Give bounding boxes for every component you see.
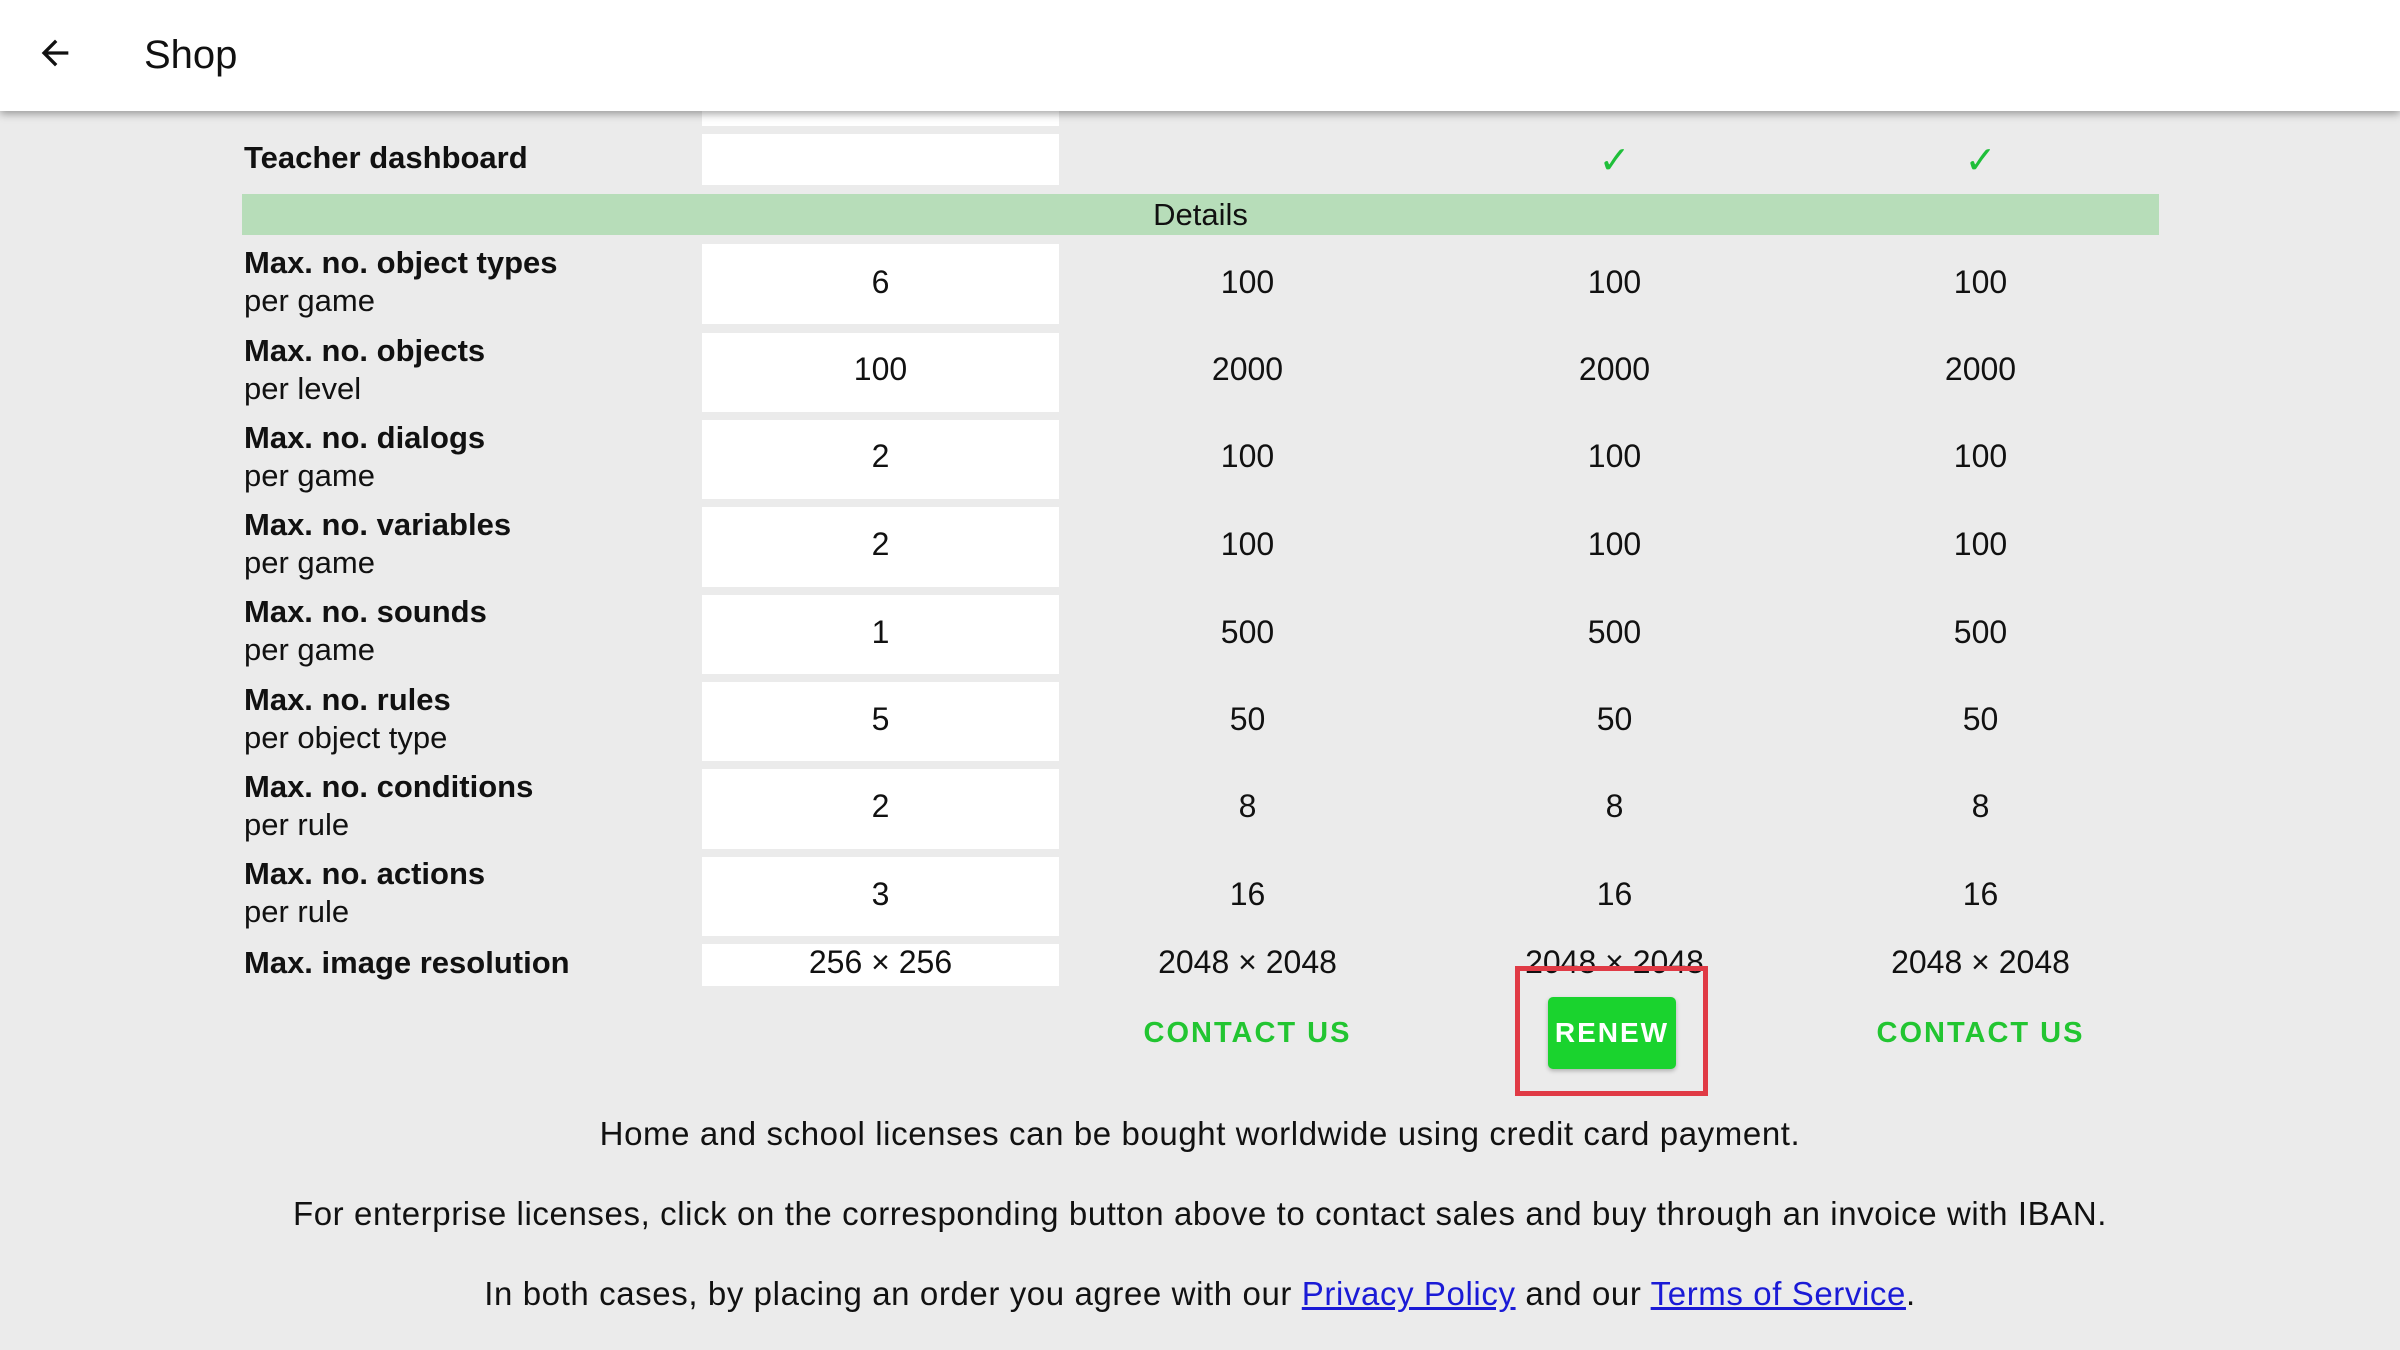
table-cell: 8 — [1605, 788, 1624, 824]
table-cell: 100 — [853, 351, 908, 387]
table-row-label: Max. no. variables per game — [244, 507, 512, 580]
table-cell: 2048 × 2048 — [1158, 944, 1337, 980]
table-row-label: Max. no. sounds per game — [244, 594, 487, 667]
checkmark-icon: ✓ — [1964, 138, 1997, 182]
table-cell: 100 — [1587, 264, 1642, 300]
checkmark-icon: ✓ — [1598, 138, 1631, 182]
table-cell: 2 — [871, 438, 890, 474]
table-cell: 500 — [1220, 614, 1275, 650]
table-cell: 16 — [1962, 876, 1999, 912]
renew-button[interactable]: RENEW — [1548, 997, 1676, 1069]
table-cell: 2000 — [1211, 351, 1284, 387]
table-cell: 100 — [1953, 264, 2008, 300]
table-cell: 256 × 256 — [808, 944, 953, 980]
table-row-label: Max. no. rules per object type — [244, 682, 451, 755]
table-cell: 100 — [1953, 438, 2008, 474]
back-button[interactable] — [24, 26, 86, 84]
table-cell: 8 — [1238, 788, 1257, 824]
table-cell: 50 — [1596, 701, 1633, 737]
table-cell: 50 — [1229, 701, 1266, 737]
table-cell: 3 — [871, 876, 890, 912]
table-cell: 100 — [1220, 438, 1275, 474]
footer-note-enterprise: For enterprise licenses, click on the corresponding button above to contact sales and buy through an invoice with IBAN. — [292, 1195, 2108, 1232]
table-cell: 500 — [1953, 614, 2008, 650]
privacy-policy-link[interactable]: Privacy Policy — [1301, 1275, 1516, 1312]
table-cell: 5 — [871, 701, 890, 737]
terms-of-service-link[interactable]: Terms of Service — [1650, 1275, 1906, 1312]
table-row-label: Max. no. object types per game — [244, 245, 558, 318]
table-row-label: Max. no. actions per rule — [244, 856, 486, 929]
table-cell: 100 — [1587, 526, 1642, 562]
table-cell: 16 — [1596, 876, 1633, 912]
table-cell: 6 — [871, 264, 890, 300]
table-cell: 100 — [1587, 438, 1642, 474]
free-column-cell — [702, 134, 1059, 185]
table-cell: 2048 × 2048 — [1891, 944, 2070, 980]
table-cell: 100 — [1220, 526, 1275, 562]
table-cell: 2000 — [1578, 351, 1651, 387]
table-cell: 2000 — [1944, 351, 2017, 387]
table-cell: 50 — [1962, 701, 1999, 737]
table-cell: 16 — [1229, 876, 1266, 912]
table-cell: 100 — [1953, 526, 2008, 562]
table-row-label: Max. no. conditions per rule — [244, 769, 534, 842]
details-section-header: Details — [242, 194, 2159, 235]
page-title: Shop — [144, 33, 238, 77]
table-cell: 500 — [1587, 614, 1642, 650]
footer-note-agreement: In both cases, by placing an order you agree with our Privacy Policy and our Terms of Service. — [484, 1275, 1916, 1312]
table-cell: 2048 × 2048 — [1525, 944, 1704, 980]
table-row-label: Max. no. objects per level — [244, 333, 486, 406]
contact-us-button[interactable]: CONTACT US — [1143, 1017, 1352, 1049]
table-cell: 1 — [871, 614, 890, 650]
footer-note-licenses: Home and school licenses can be bought worldwide using credit card payment. — [599, 1115, 1801, 1152]
table-row-label: Max. image resolution — [244, 945, 570, 980]
table-cell: 100 — [1220, 264, 1275, 300]
arrow-left-icon — [35, 33, 75, 78]
app-bar — [0, 0, 2400, 111]
table-cell: 2 — [871, 526, 890, 562]
teacher-dashboard-label: Teacher dashboard — [244, 140, 528, 175]
table-cell: 2 — [871, 788, 890, 824]
table-cell: 8 — [1971, 788, 1990, 824]
table-row-label: Max. no. dialogs per game — [244, 420, 486, 493]
contact-us-button[interactable]: CONTACT US — [1876, 1017, 2085, 1049]
